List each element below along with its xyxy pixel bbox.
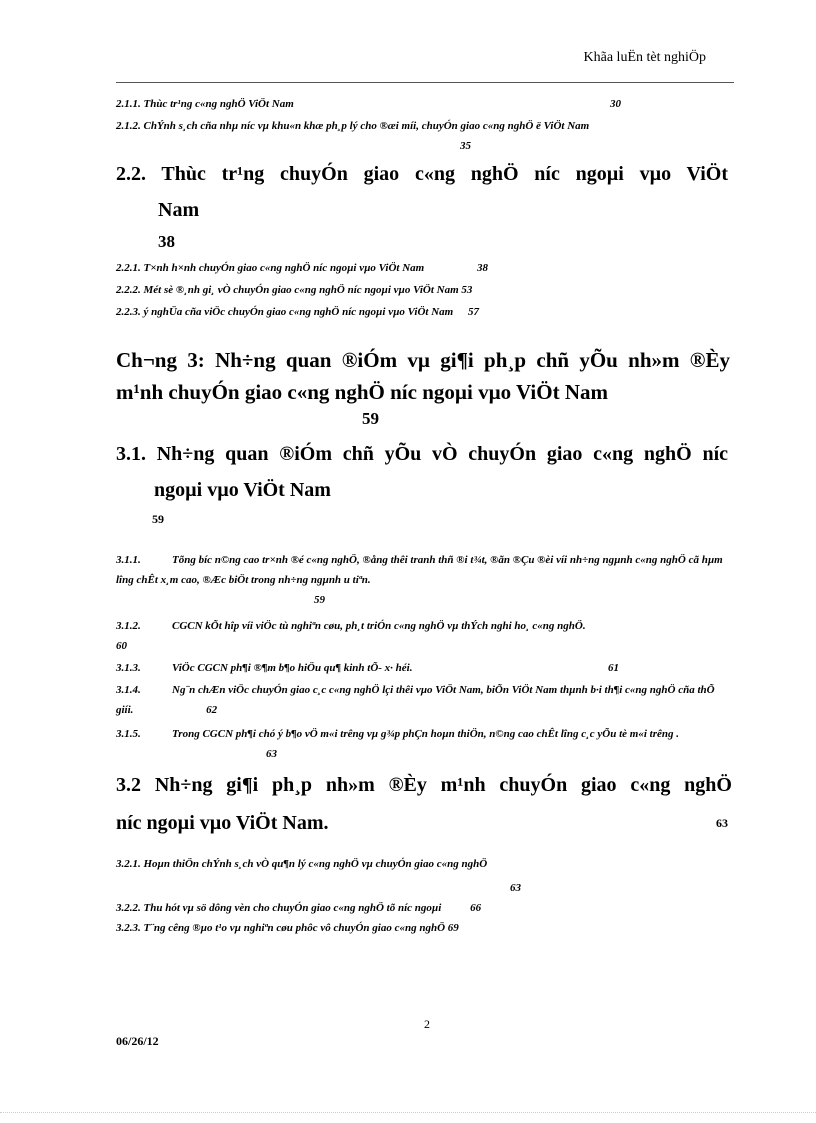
toc-page-number: 69 xyxy=(447,922,459,934)
toc-page-number: 59 xyxy=(314,594,325,606)
footer-page-number: 2 xyxy=(424,1017,430,1031)
toc-entry-text: Tõng bíc n©ng cao tr×nh ®é c«ng nghÖ, ®ång thêi tranh thñ ®i t¾t, ®ãn ®Çu ®èi víi nh÷ng ngµnh c«ng nghÖ cã hµm lîng chÊt x¸m cao, ®Æc biÖt trong nh÷ng ngµnh u tiªn. xyxy=(116,554,723,586)
toc-entry-line2: Nam xyxy=(158,199,200,221)
toc-entry-2-1-2[interactable] xyxy=(116,116,732,156)
toc-entry-2-2-2[interactable] xyxy=(116,280,728,300)
toc-page-number: 38 xyxy=(476,262,488,274)
toc-page-number: 66 xyxy=(470,902,482,914)
toc-page-number: 38 xyxy=(158,232,175,251)
toc-entry-text: ViÖc CGCN ph¶i ®¶m b¶o hiÖu qu¶ kinh tÕ- x· héi. xyxy=(172,662,413,674)
toc-chapter-3[interactable] xyxy=(116,344,730,430)
toc-entry-number: 3.1.5. xyxy=(116,728,141,740)
toc-entry-line2: ngoµi vµo ViÖt Nam xyxy=(154,479,331,501)
toc-page-number: 63 xyxy=(266,748,277,760)
toc-page-number: 61 xyxy=(608,662,619,674)
toc-entry-text: 2.1.1. Thùc tr¹ng c«ng nghÖ ViÖt Nam xyxy=(116,98,294,110)
toc-page-number: 53 xyxy=(461,284,473,296)
toc-entry-text: Ng¨n chÆn viÖc chuyÓn giao c¸c c«ng nghÖ lçi thêi vµo ViÖt Nam, biÕn ViÖt Nam thµnh b·i th¶i c«ng nghÖ cña thÕ giíi. xyxy=(116,684,715,716)
toc-entry-text: 2.2.3. ý nghÜa cña viÖc chuyÓn giao c«ng nghÖ níc ngoµi vµo ViÖt Nam xyxy=(116,306,454,318)
toc-entry-2-1-1[interactable] xyxy=(116,94,728,114)
toc-entry-text: 3.2.3. T¨ng cêng ®µo t¹o vµ nghiªn cøu phôc vô chuyÓn giao c«ng nghÖ xyxy=(116,922,446,934)
toc-entry-3-2[interactable] xyxy=(116,766,732,842)
header-divider xyxy=(116,82,734,83)
toc-entry-3-2-1[interactable] xyxy=(116,854,728,898)
toc-entry-line2: níc ngoµi vµo ViÖt Nam. xyxy=(116,812,329,834)
toc-entry-3-2-2[interactable] xyxy=(116,898,728,918)
toc-entry-line1: 3.2 Nh÷ng gi¶i ph¸p nh»m ®Èy m¹nh chuyÓn giao c«ng nghÖ xyxy=(116,774,732,796)
toc-entry-text: 3.2.1. Hoµn thiÖn chÝnh s¸ch vÒ qu¶n lý c«ng nghÖ vµ chuyÓn giao c«ng nghÖ xyxy=(116,858,488,870)
toc-entry-3-1-2[interactable] xyxy=(116,616,728,656)
toc-page-number: 60 xyxy=(116,640,127,652)
toc-page-number: 62 xyxy=(206,704,218,716)
toc-entry-line1: 3.1. Nh÷ng quan ®iÓm chñ yÕu vÒ chuyÓn giao c«ng nghÖ níc xyxy=(116,443,728,465)
toc-entry-text: 2.1.2. ChÝnh s¸ch cña nhµ níc vµ khu«n khæ ph¸p lý cho ®æi míi, chuyÓn giao c«ng nghÖ ë ViÖt Nam xyxy=(116,120,590,132)
toc-entry-text: 3.2.2. Thu hót vµ sö dông vèn cho chuyÓn giao c«ng nghÖ tõ níc ngoµi xyxy=(116,902,442,914)
toc-entry-text: 2.2.1. T×nh h×nh chuyÓn giao c«ng nghÖ níc ngoµi vµo ViÖt Nam xyxy=(116,262,425,274)
toc-entry-3-1-4[interactable] xyxy=(116,680,732,720)
footer-date: 06/26/12 xyxy=(116,1034,159,1048)
toc-entry-number: 3.1.1. xyxy=(116,554,141,566)
toc-page-number: 59 xyxy=(152,512,164,526)
toc-page-number: 35 xyxy=(460,140,471,152)
running-header: Khãa luËn tèt nghiÖp xyxy=(583,50,706,65)
toc-entry-number: 3.1.4. xyxy=(116,684,141,696)
toc-entry-line1: 2.2. Thùc tr¹ng chuyÓn giao c«ng nghÖ níc ngoµi vµo ViÖt xyxy=(116,163,728,185)
toc-entry-number: 3.1.3. xyxy=(116,662,141,674)
toc-page-number: 59 xyxy=(362,409,379,428)
toc-entry-3-2-3[interactable] xyxy=(116,918,728,938)
toc-page-number: 63 xyxy=(510,882,521,894)
toc-entry-3-1[interactable] xyxy=(116,436,728,530)
toc-entry-number: 3.1.2. xyxy=(116,620,141,632)
toc-entry-text: CGCN kÕt hîp víi viÖc tù nghiªn cøu, ph¸t triÓn c«ng nghÖ vµ thÝch nghi ho¸ c«ng nghÖ. xyxy=(172,620,586,632)
toc-page-number: 30 xyxy=(610,98,621,110)
page-bottom-divider xyxy=(0,1112,816,1113)
toc-entry-3-1-5[interactable] xyxy=(116,724,732,764)
toc-entry-2-2[interactable] xyxy=(116,156,728,256)
toc-entry-2-2-3[interactable] xyxy=(116,302,728,322)
toc-entry-line1: Ch¬ng 3: Nh÷ng quan ®iÓm vµ gi¶i ph¸p chñ yÕu nh»m ®Èy xyxy=(116,348,730,372)
toc-page-number: 57 xyxy=(467,306,479,318)
toc-entry-2-2-1[interactable] xyxy=(116,258,728,278)
toc-entry-3-1-3[interactable] xyxy=(116,658,728,678)
toc-entry-text: 2.2.2. Mét sè ®¸nh gi¸ vÒ chuyÓn giao c«ng nghÖ níc ngoµi vµo ViÖt Nam xyxy=(116,284,459,296)
toc-entry-text: Trong CGCN ph¶i chó ý b¶o vÖ m«i trêng vµ g¾p phÇn hoµn thiÖn, n©ng cao chÊt lîng c¸c yÕu tè m«i trêng . xyxy=(172,728,679,740)
toc-entry-line2: m¹nh chuyÓn giao c«ng nghÖ níc ngoµi vµo ViÖt Nam xyxy=(116,380,608,404)
toc-page-number: 63 xyxy=(716,816,728,830)
toc-entry-3-1-1[interactable] xyxy=(116,550,732,610)
